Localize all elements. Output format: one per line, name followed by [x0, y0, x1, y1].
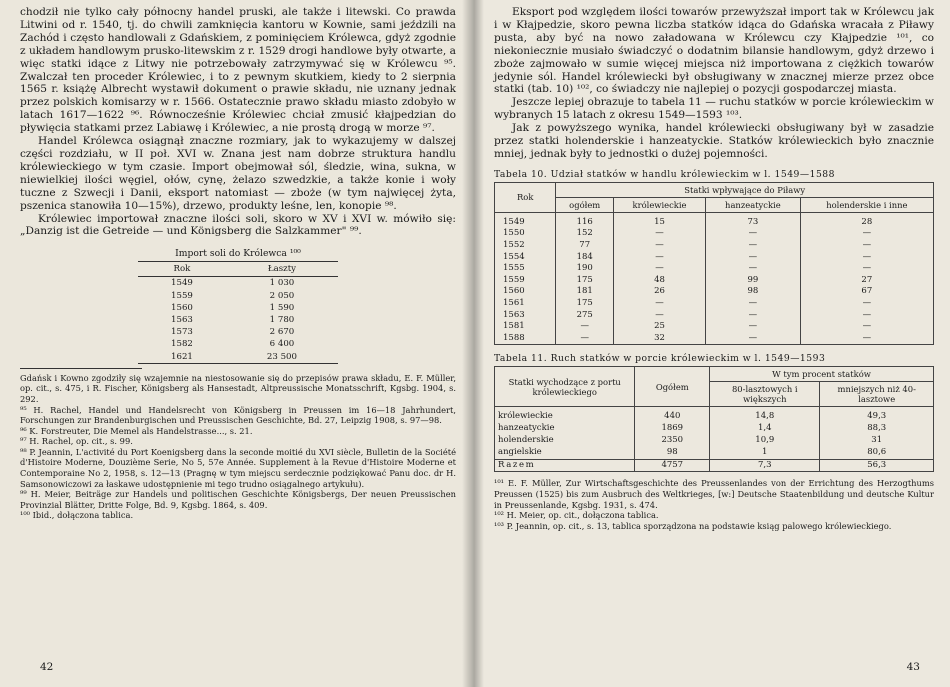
- table-row: [495, 435, 934, 447]
- cell-year: 1581: [495, 321, 556, 333]
- table-row: [495, 423, 934, 435]
- cell-value: —: [706, 263, 801, 275]
- cell-year: 1560: [171, 302, 193, 313]
- table10-caption: Tabela 10. Udział statków w handlu królewieckim w l. 1549—1588: [494, 168, 835, 180]
- table-row: [495, 407, 934, 423]
- left-footnote: Gdańsk i Kowno zgodziły się wzajemnie na niestosowanie się do przepisów prawa składu, E. F. Müller, op. cit., s. 475, i R. Fischer, Königsberg als Hansestadt, Altpreussische Monatsschrift, Kgsbg. 1904, s. 292.: [20, 372, 456, 404]
- left-footnote: ⁹⁸ P. Jeannin, L'activité du Port Koenigsberg dans la seconde moitié du XVI siècle, Bulletin de la Société d'Histoire Moderne, Douzième Serie, No 5, 57e Année. Supplement à la Revue d'Histoire Moderne et Contemporaine No 2, 1958, s. 12—13 (Pragnę w tym miejscu serdecznie podziękować Panu doc. dr H. Samsonowiczowi za łaskawe udostępnienie mi tego trudno osiągalnego artykułu).: [20, 446, 456, 489]
- cell-year: 1549: [495, 212, 556, 228]
- cell-label: angielskie: [495, 447, 635, 459]
- cell-value: 98: [635, 447, 710, 459]
- cell-value: —: [706, 321, 801, 333]
- cell-year: 1559: [495, 275, 556, 287]
- cell-value: 77: [556, 240, 614, 252]
- table-row: [495, 310, 934, 322]
- table-row: [495, 275, 934, 287]
- cell-value: —: [800, 333, 933, 345]
- cell-value: —: [706, 310, 801, 322]
- cell-value: —: [613, 298, 705, 310]
- table11-head-label: Statki wychodzące z portu królewieckiego: [495, 367, 635, 407]
- left-footnote: ¹⁰⁰ Ibid., dołączona tablica.: [20, 510, 134, 521]
- table10-head-col: hanzeatyckie: [706, 197, 801, 212]
- table11-body: [495, 407, 934, 472]
- table10-head-group: Statki wpływające do Piławy: [556, 182, 934, 197]
- table10-head-col: królewieckie: [613, 197, 705, 212]
- cell-value: 23 500: [226, 351, 338, 364]
- cell-value: 48: [613, 275, 705, 287]
- left-footnote: ⁹⁵ H. Rachel, Handel und Handelsrecht von Königsberg in Preussen im 16—18 Jahrhundert, Forschungen zur Brandenburgischen und Preussischen Geschichte, Bd. 27, Leipzig 1908, s. 97—98.: [20, 404, 456, 426]
- page-number-right: 43: [906, 661, 920, 673]
- cell-value: 181: [556, 286, 614, 298]
- cell-year: 1549: [171, 278, 193, 289]
- cell-value: 99: [706, 275, 801, 287]
- table10-head-col: holenderskie i inne: [800, 197, 933, 212]
- cell-year: 1563: [171, 314, 193, 325]
- right-paragraph-1: Eksport pod względem ilości towarów przewyższał import tak w Królewcu jak i w Kłajpedzie, skoro pewna liczba statków idąca do Gdańska wracała z Piławy pusta, aby być na nowo załadowana w Królewcu czy Kłajpedzie ¹⁰¹, co niekoniecznie musiało świadczyć o dodatnim bilansie handlowym, gdyż drzewo i zboże zajmowało w sumie więcej miejsca niż importowana z ciężkich towarów jedynie sól. Handel królewiecki był obsługiwany w znacznej mierze przez obce statki (tab. 10) ¹⁰², co świadczy nie najlepiej o pozycji gospodarczej miasta.: [494, 6, 934, 96]
- cell-value: 98: [706, 286, 801, 298]
- cell-value: —: [800, 240, 933, 252]
- table-row: [138, 290, 338, 302]
- table11-head-total: Ogółem: [635, 367, 710, 407]
- right-paragraph-2: Jeszcze lepiej obrazuje to tabela 11 — ruchu statków w porcie królewieckim w wybranych 15 latach z okresu 1549—1593 ¹⁰³.: [494, 96, 934, 122]
- cell-value: 190: [556, 263, 614, 275]
- cell-value: 4757: [635, 459, 710, 472]
- cell-value: 1 780: [269, 314, 295, 325]
- table-row: [495, 252, 934, 264]
- ships-share-table: [494, 182, 934, 346]
- right-footnote: ¹⁰¹ E. F. Müller, Zur Wirtschaftsgeschichte des Preussenlandes von der Errichtung des Herzogthums Preussen (1525) bis zum Ausbruch des Weltkrieges, [w:] Deutsche Staatenbildung und deutsche Kultur in Preussenlande, Kgsbg. 1931, s. 474.: [494, 478, 934, 510]
- cell-value: 15: [613, 212, 705, 228]
- cell-value: 116: [556, 212, 614, 228]
- right-footnote: ¹⁰³ P. Jeannin, op. cit., s. 13, tablica sporządzona na podstawie ksiąg palowego królewieckiego.: [494, 520, 892, 531]
- cell-value: 1 590: [269, 302, 295, 313]
- salt-table-caption: Import soli do Królewca ¹⁰⁰: [175, 248, 301, 260]
- cell-value: 184: [556, 252, 614, 264]
- cell-value: 2 670: [269, 327, 295, 338]
- page-number-left: 42: [40, 661, 54, 673]
- table-row: [495, 333, 934, 345]
- table-header-rok: Rok: [138, 262, 226, 277]
- table11-head-group: W tym procent statków: [710, 367, 934, 382]
- cell-label: królewieckie: [495, 407, 635, 423]
- table-row: [138, 314, 338, 326]
- cell-year: 1554: [495, 252, 556, 264]
- table-row: [495, 228, 934, 240]
- table-row: [495, 286, 934, 298]
- cell-value: 73: [706, 212, 801, 228]
- cell-value: —: [800, 228, 933, 240]
- cell-value: 31: [820, 435, 934, 447]
- cell-value: —: [800, 321, 933, 333]
- cell-value: 67: [800, 286, 933, 298]
- table-row: [495, 298, 934, 310]
- table11-caption: Tabela 11. Ruch statków w porcie królewieckim w l. 1549—1593: [494, 353, 826, 365]
- cell-value: —: [613, 228, 705, 240]
- cell-value: 26: [613, 286, 705, 298]
- left-paragraph-3: Królewiec importował znaczne ilości soli, skoro w XV i XVI w. mówiło się: „Danzig ist die Getreide — und Königsberg die Salzkammer" ⁹⁹.: [20, 212, 456, 238]
- table-sum-row: [495, 459, 934, 472]
- table-row: [138, 302, 338, 314]
- ship-traffic-table: [494, 366, 934, 472]
- cell-value: —: [706, 240, 801, 252]
- cell-value: —: [706, 228, 801, 240]
- cell-year: 1561: [495, 298, 556, 310]
- cell-value: 2 050: [269, 290, 295, 301]
- cell-value: 28: [800, 212, 933, 228]
- cell-label: Razem: [495, 459, 635, 472]
- cell-value: 10,9: [710, 435, 820, 447]
- table10-body: [495, 212, 934, 345]
- cell-value: 1: [710, 447, 820, 459]
- table11-head-col: 80-lasztowych i większych: [710, 382, 820, 407]
- left-footnote: ⁹⁹ H. Meier, Beiträge zur Handels und politischen Geschichte Königsbergs, Der neuen Preussischen Provinzial Blätter, Dritte Folge, Bd. 9, Kgsbg. 1864, s. 409.: [20, 489, 456, 510]
- cell-value: 88,3: [820, 423, 934, 435]
- left-paragraph-1: chodził nie tylko cały północny handel pruski, ale także i litewski. Co prawda Litwini od r. 1540, tj. do chwili zamknięcia kantoru w Kownie, sami jeździli na Zachód i często handlowali z Gdańskiem, z pominięciem Królewca, gdyż zgodnie z układem handlowym prusko-litewskim z r. 1529 drogi handlowe były otwarte, a więc statki idące z Litwy nie potrzebowały zatrzymywać się w Królewcu ⁹⁵. Zwalczał ten proceder Królewiec, i to z pewnym skutkiem, kiedy to 2 sierpnia 1565 r. książę Albrecht wystawił dokument o prawie składu, nie uznany jednak przez polskich komisarzy w r. 1566. Ostatecznie prawo składu miasto zdobyło w latach 1617—1622 ⁹⁶. Równocześnie Królewiec chciał zmusić kłajpedzian do pływięcia statkami przez Labiawę i Królewiec, a nie prostą drogą w morze ⁹⁷.: [20, 6, 456, 135]
- footnote-divider: [20, 368, 142, 369]
- right-footnote: ¹⁰² H. Meier, op. cit., dołączona tablica.: [494, 510, 659, 521]
- cell-year: 1552: [495, 240, 556, 252]
- table-row: [138, 351, 338, 364]
- cell-year: 1559: [171, 290, 193, 301]
- cell-value: —: [613, 310, 705, 322]
- table-row: [138, 338, 338, 350]
- cell-value: 7,3: [710, 459, 820, 472]
- table-row: [495, 240, 934, 252]
- cell-value: 14,8: [710, 407, 820, 423]
- cell-year: 1621: [138, 351, 226, 364]
- cell-value: 275: [556, 310, 614, 322]
- cell-value: 1,4: [710, 423, 820, 435]
- cell-label: holenderskie: [495, 435, 635, 447]
- cell-value: 152: [556, 228, 614, 240]
- table10-head-rok: Rok: [495, 182, 556, 212]
- table-row: [138, 326, 338, 338]
- cell-value: —: [800, 298, 933, 310]
- cell-value: —: [613, 240, 705, 252]
- cell-value: 32: [613, 333, 705, 345]
- left-footnote: ⁹⁷ H. Rachel, op. cit., s. 99.: [20, 436, 133, 447]
- cell-year: 1560: [495, 286, 556, 298]
- cell-value: 80,6: [820, 447, 934, 459]
- left-footnote: ⁹⁶ K. Forstreuter, Die Memel als Handelstrasse..., s. 21.: [20, 425, 253, 436]
- cell-year: 1588: [495, 333, 556, 345]
- cell-value: 440: [635, 407, 710, 423]
- cell-value: —: [706, 252, 801, 264]
- table-row: [138, 277, 338, 290]
- cell-value: —: [706, 333, 801, 345]
- cell-year: 1582: [171, 339, 193, 350]
- table-row: [495, 263, 934, 275]
- table-header-laszty: Łaszty: [226, 262, 338, 277]
- cell-value: 1 030: [269, 278, 295, 289]
- cell-value: 6 400: [269, 339, 295, 350]
- cell-year: 1563: [495, 310, 556, 322]
- left-paragraph-2: Handel Królewca osiągnął znaczne rozmiary, jak to wykazujemy w dalszej części rozdziału, w II poł. XVI w. Znana jest nam dobrze struktura handlu królewieckiego w tym czasie. Import obejmował sól, śledzie, wina, sukna, w niewielkiej ilości węgiel, ołów, cynę, żelazo szwedzkie, a także konie i woły tuczne z Szwecji i Danii, eksport natomiast — zboże (w tym najwięcej żyta, pszenica stanowiła 10—15%), drzewo, produkty leśne, len, konopie ⁹⁸.: [20, 135, 456, 212]
- cell-value: 175: [556, 298, 614, 310]
- cell-value: 175: [556, 275, 614, 287]
- left-page: [0, 0, 470, 687]
- cell-year: 1555: [495, 263, 556, 275]
- cell-value: —: [706, 298, 801, 310]
- right-paragraph-3: Jak z powyższego wynika, handel królewiecki obsługiwany był w zasadzie przez statki holenderskie i hanzeatyckie. Statków królewieckich było znacznie mniej, jednak były to jednostki o dużej pojemności.: [494, 122, 934, 160]
- cell-value: —: [800, 310, 933, 322]
- cell-value: 27: [800, 275, 933, 287]
- cell-value: 25: [613, 321, 705, 333]
- table10-head-col: ogółem: [556, 197, 614, 212]
- cell-label: hanzeatyckie: [495, 423, 635, 435]
- cell-year: 1573: [171, 327, 193, 338]
- cell-value: 1869: [635, 423, 710, 435]
- cell-value: —: [800, 252, 933, 264]
- cell-value: 2350: [635, 435, 710, 447]
- table-row: [495, 321, 934, 333]
- salt-import-table: [138, 261, 338, 363]
- cell-value: 49,3: [820, 407, 934, 423]
- cell-value: —: [556, 321, 614, 333]
- table11-head-col: mniejszych niż 40-lasztowe: [820, 382, 934, 407]
- table-row: [495, 447, 934, 459]
- cell-value: —: [800, 263, 933, 275]
- cell-year: 1550: [495, 228, 556, 240]
- cell-value: 56,3: [820, 459, 934, 472]
- cell-value: —: [556, 333, 614, 345]
- cell-value: —: [613, 263, 705, 275]
- table-row: [495, 212, 934, 228]
- right-page: [470, 0, 950, 687]
- cell-value: —: [613, 252, 705, 264]
